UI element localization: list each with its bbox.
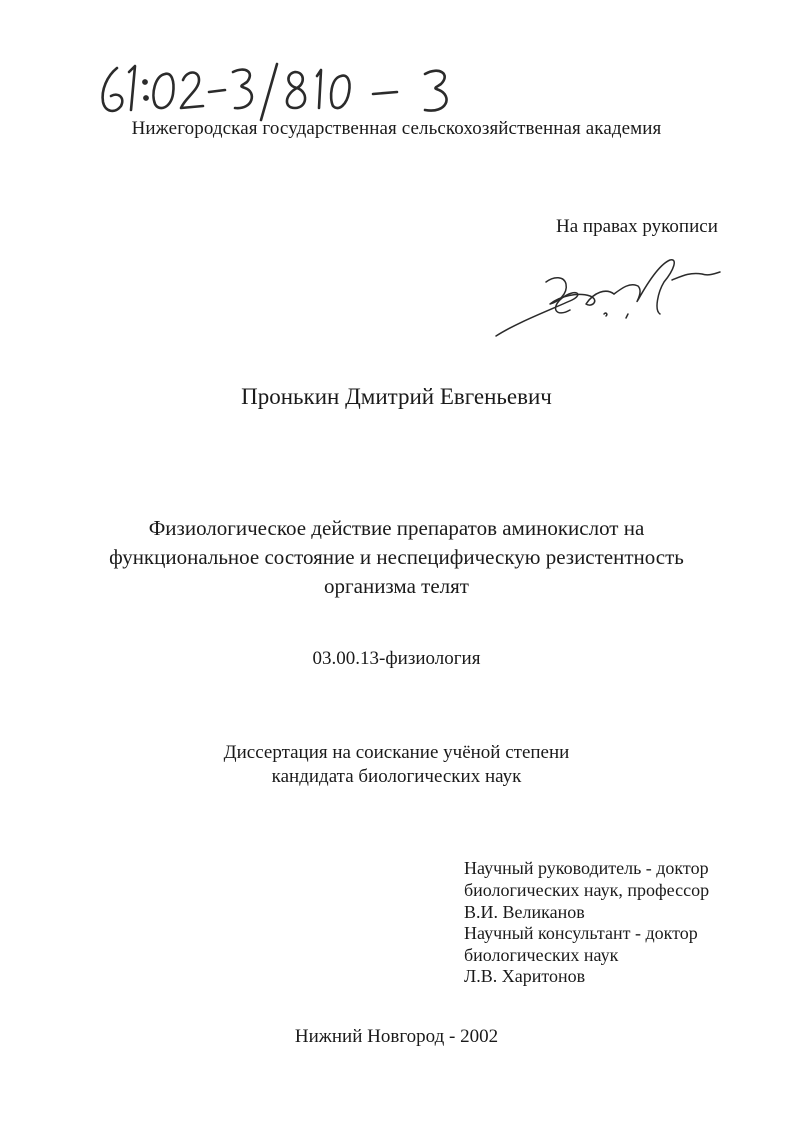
advisor-line: Л.В. Харитонов	[464, 966, 586, 986]
signature	[488, 252, 728, 352]
specialty-code: 03.00.13-физиология	[312, 648, 481, 669]
thesis-title-line: организма телят	[324, 574, 469, 598]
advisor-line: биологических наук, профессор	[464, 880, 710, 900]
degree-line: Диссертация на соискание учёной степени	[223, 742, 570, 763]
advisor-line: Научный консультант - доктор	[464, 923, 698, 943]
advisor-line: биологических наук	[464, 945, 619, 965]
thesis-title-line: функциональное состояние и неспецифическую резистентность	[109, 545, 684, 569]
thesis-title-line: Физиологическое действие препаратов аминокислот на	[148, 516, 645, 540]
rights-notice: На правах рукописи	[556, 216, 718, 237]
place-and-year: Нижний Новгород - 2002	[294, 1026, 499, 1047]
degree-line: кандидата биологических наук	[271, 766, 522, 787]
advisor-line: Научный руководитель - доктор	[464, 858, 709, 878]
institution-name: Нижегородская государственная сельскохозяйственная академия	[131, 118, 662, 139]
author-name: Пронькин Дмитрий Евгеньевич	[241, 384, 552, 409]
advisor-line: В.И. Великанов	[464, 902, 585, 922]
